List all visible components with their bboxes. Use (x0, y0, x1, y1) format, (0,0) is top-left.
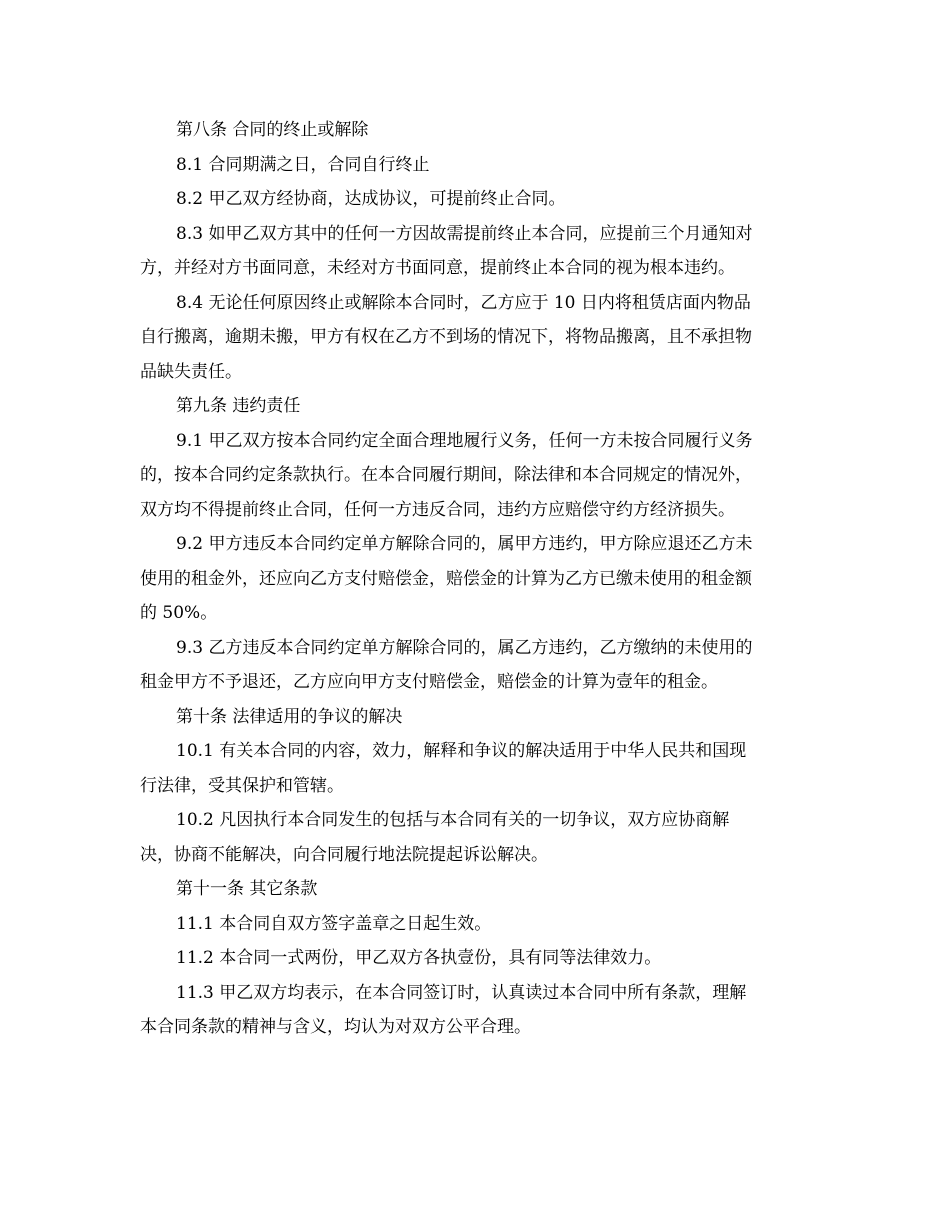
clause-11-2 (140, 941, 812, 976)
text-line: 自行搬离，逾期未搬，甲方有权在乙方不到场的情况下，将物品搬离，且不承担物 (140, 327, 752, 347)
clause-9-1 (140, 424, 812, 528)
text-line: 双方均不得提前终止合同，任何一方违反合同，违约方应赔偿守约方经济损失。 (140, 499, 735, 520)
text-line: 11.3 甲乙双方均表示，在本合同签订时，认真读过本合同中所有条款，理解 (176, 982, 747, 1003)
text-line: 品缺失责任。 (140, 361, 242, 382)
text-line: 9.1 甲乙双方按本合同约定全面合理地履行义务，任何一方未按合同履行义务 (176, 430, 753, 451)
text-line: 决，协商不能解决，向合同履行地法院提起诉讼解决。 (140, 844, 548, 865)
text-line: 9.3 乙方违反本合同约定单方解除合同的，属乙方违约，乙方缴纳的未使用的 (176, 637, 753, 658)
text-line: 租金甲方不予退还，乙方应向甲方支付赔偿金，赔偿金的计算为壹年的租金。 (140, 672, 718, 692)
text-line: 8.2 甲乙双方经协商，达成协议，可提前终止合同。 (176, 189, 566, 209)
text-line: 的 50%。 (140, 603, 218, 623)
text-line: 本合同条款的精神与含义，均认为对双方公平合理。 (140, 1017, 531, 1037)
clause-10-2 (140, 803, 812, 872)
clause-8-1 (140, 148, 812, 183)
text-line: 9.2 甲方违反本合同约定单方解除合同的，属甲方违约，甲方除应退还乙方未 (176, 534, 753, 554)
text-line: 10.1 有关本合同的内容，效力，解释和争议的解决适用于中华人民共和国现 (176, 741, 747, 761)
text-line: 8.3 如甲乙双方其中的任何一方因故需提前终止本合同，应提前三个月通知对 (176, 223, 753, 244)
text-line: 8.4 无论任何原因终止或解除本合同时，乙方应于 10 日内将租赁店面内物品 (176, 292, 751, 313)
text-line: 的，按本合同约定条款执行。在本合同履行期间，除法律和本合同规定的情况外， (140, 465, 752, 485)
text-line: 第十条 法律适用的争议的解决 (176, 706, 403, 727)
heading-article-9 (140, 389, 812, 424)
heading-article-10 (140, 700, 812, 735)
text-line: 11.1 本合同自双方签字盖章之日起生效。 (176, 913, 492, 934)
text-line: 第九条 违约责任 (176, 396, 301, 416)
clause-8-2 (140, 182, 812, 217)
text-line: 第十一条 其它条款 (176, 879, 318, 899)
clause-9-2 (140, 527, 812, 631)
document-page (140, 113, 812, 1045)
text-line: 方，并经对方书面同意，未经对方书面同意，提前终止本合同的视为根本违约。 (140, 258, 735, 278)
text-line: 使用的租金外，还应向乙方支付赔偿金，赔偿金的计算为乙方已缴未使用的租金额 (140, 568, 752, 589)
clause-11-1 (140, 907, 812, 942)
text-line: 第八条 合同的终止或解除 (176, 120, 369, 140)
heading-article-11 (140, 872, 812, 907)
clause-8-3 (140, 217, 812, 286)
clause-8-4 (140, 286, 812, 390)
text-line: 11.2 本合同一式两份，甲乙双方各执壹份，具有同等法律效力。 (176, 948, 662, 968)
clause-11-3 (140, 976, 812, 1045)
text-line: 8.1 合同期满之日，合同自行终止 (176, 154, 430, 175)
clause-10-1 (140, 734, 812, 803)
text-line: 行法律，受其保护和管辖。 (140, 775, 344, 796)
heading-article-8 (140, 113, 812, 148)
clause-9-3 (140, 631, 812, 700)
text-line: 10.2 凡因执行本合同发生的包括与本合同有关的一切争议，双方应协商解 (176, 810, 730, 830)
